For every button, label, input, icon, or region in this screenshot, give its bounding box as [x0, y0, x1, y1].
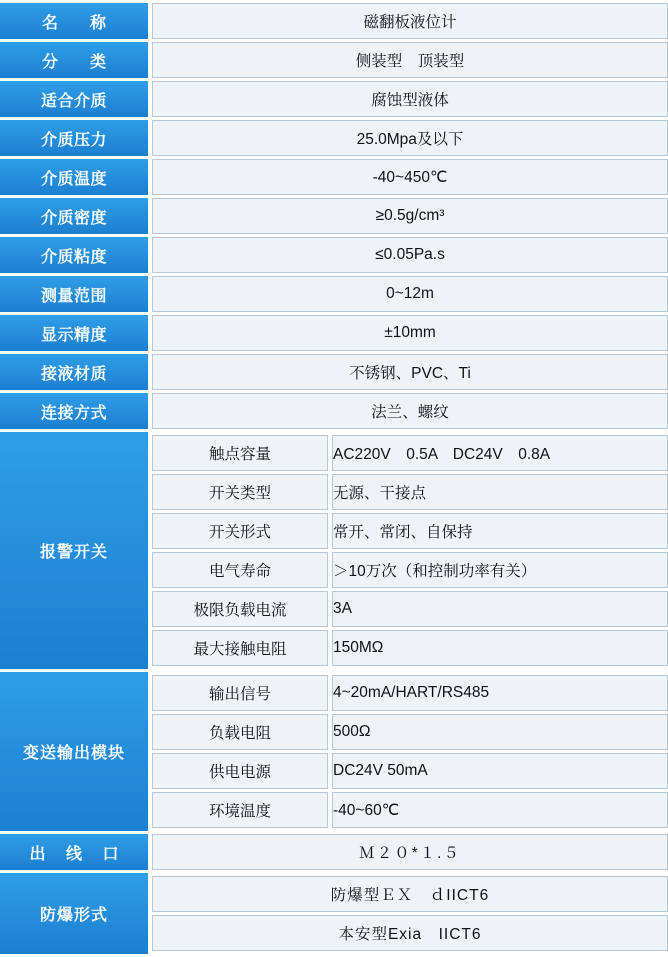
explosion-proof-section [0, 873, 668, 954]
transmitter-power-supply-label: 供电电源 [152, 753, 328, 789]
row-value-density: ≥0.5g/cm³ [152, 198, 668, 234]
alarm-electrical-life-value: ＞10万次（和控制功率有关） [332, 552, 668, 588]
row-value-name: 磁翻板液位计 [152, 3, 668, 39]
table-row [0, 42, 668, 78]
table-row [0, 354, 668, 390]
row-label-accuracy: 显示精度 [0, 315, 148, 351]
transmitter-ambient-temperature-value: -40~60℃ [332, 792, 668, 828]
table-row [152, 876, 668, 912]
row-value-wetted-material: 不锈钢、PVC、Ti [152, 354, 668, 390]
table-row [152, 435, 668, 471]
table-row [0, 237, 668, 273]
table-row [0, 120, 668, 156]
explosion-proof-table [152, 873, 668, 954]
explosion-proof-type-2: 本安型Exia IICT6 [152, 915, 668, 951]
row-label-wetted-material: 接液材质 [0, 354, 148, 390]
explosion-proof-type-1: 防爆型ＥＸ ｄIICT6 [152, 876, 668, 912]
alarm-switch-type-label: 开关类型 [152, 474, 328, 510]
alarm-contact-capacity-value: AC220V 0.5A DC24V 0.8A [332, 435, 668, 471]
table-row [0, 393, 668, 429]
alarm-electrical-life-label: 电气寿命 [152, 552, 328, 588]
table-row [0, 198, 668, 234]
transmitter-load-resistance-label: 负载电阻 [152, 714, 328, 750]
alarm-switch-table [152, 432, 668, 669]
table-row [152, 591, 668, 627]
row-value-temperature: -40~450℃ [152, 159, 668, 195]
row-value-category: 侧装型 顶装型 [152, 42, 668, 78]
table-row [152, 792, 668, 828]
transmitter-load-resistance-value: 500Ω [332, 714, 668, 750]
row-label-category: 分 类 [0, 42, 148, 78]
row-label-name: 名 称 [0, 3, 148, 39]
table-row [0, 3, 668, 39]
table-row [152, 552, 668, 588]
transmitter-section [0, 672, 668, 831]
alarm-switch-form-label: 开关形式 [152, 513, 328, 549]
table-row [152, 630, 668, 666]
row-value-cable-outlet: Ｍ２０*１.５ [152, 834, 668, 870]
row-label-pressure: 介质压力 [0, 120, 148, 156]
table-row [152, 753, 668, 789]
row-value-viscosity: ≤0.05Pa.s [152, 237, 668, 273]
alarm-switch-label: 报警开关 [0, 432, 148, 669]
alarm-max-load-current-value: 3A [332, 591, 668, 627]
alarm-switch-section [0, 432, 668, 669]
transmitter-table [152, 672, 668, 831]
alarm-switch-form-value: 常开、常闭、自保持 [332, 513, 668, 549]
table-row [0, 159, 668, 195]
table-row [152, 675, 668, 711]
table-row [0, 276, 668, 312]
table-row [152, 714, 668, 750]
table-row [152, 513, 668, 549]
alarm-max-contact-resistance-label: 最大接触电阻 [152, 630, 328, 666]
spec-table-body [0, 3, 668, 954]
transmitter-label: 变送输出模块 [0, 672, 148, 831]
row-label-range: 测量范围 [0, 276, 148, 312]
table-row [0, 834, 668, 870]
table-row [0, 81, 668, 117]
row-value-medium: 腐蚀型液体 [152, 81, 668, 117]
explosion-proof-label: 防爆形式 [0, 873, 148, 954]
row-label-cable-outlet: 出 线 口 [0, 834, 148, 870]
transmitter-ambient-temperature-label: 环境温度 [152, 792, 328, 828]
row-value-pressure: 25.0Mpa及以下 [152, 120, 668, 156]
row-label-connection: 连接方式 [0, 393, 148, 429]
row-label-viscosity: 介质粘度 [0, 237, 148, 273]
alarm-switch-type-value: 无源、干接点 [332, 474, 668, 510]
table-row [152, 915, 668, 951]
row-value-accuracy: ±10mm [152, 315, 668, 351]
table-row [0, 315, 668, 351]
table-row [152, 474, 668, 510]
row-value-range: 0~12m [152, 276, 668, 312]
row-label-density: 介质密度 [0, 198, 148, 234]
alarm-max-load-current-label: 极限负载电流 [152, 591, 328, 627]
row-label-temperature: 介质温度 [0, 159, 148, 195]
transmitter-output-signal-label: 输出信号 [152, 675, 328, 711]
transmitter-output-signal-value: 4~20mA/HART/RS485 [332, 675, 668, 711]
row-value-connection: 法兰、螺纹 [152, 393, 668, 429]
alarm-max-contact-resistance-value: 150MΩ [332, 630, 668, 666]
row-label-medium: 适合介质 [0, 81, 148, 117]
alarm-contact-capacity-label: 触点容量 [152, 435, 328, 471]
transmitter-power-supply-value: DC24V 50mA [332, 753, 668, 789]
